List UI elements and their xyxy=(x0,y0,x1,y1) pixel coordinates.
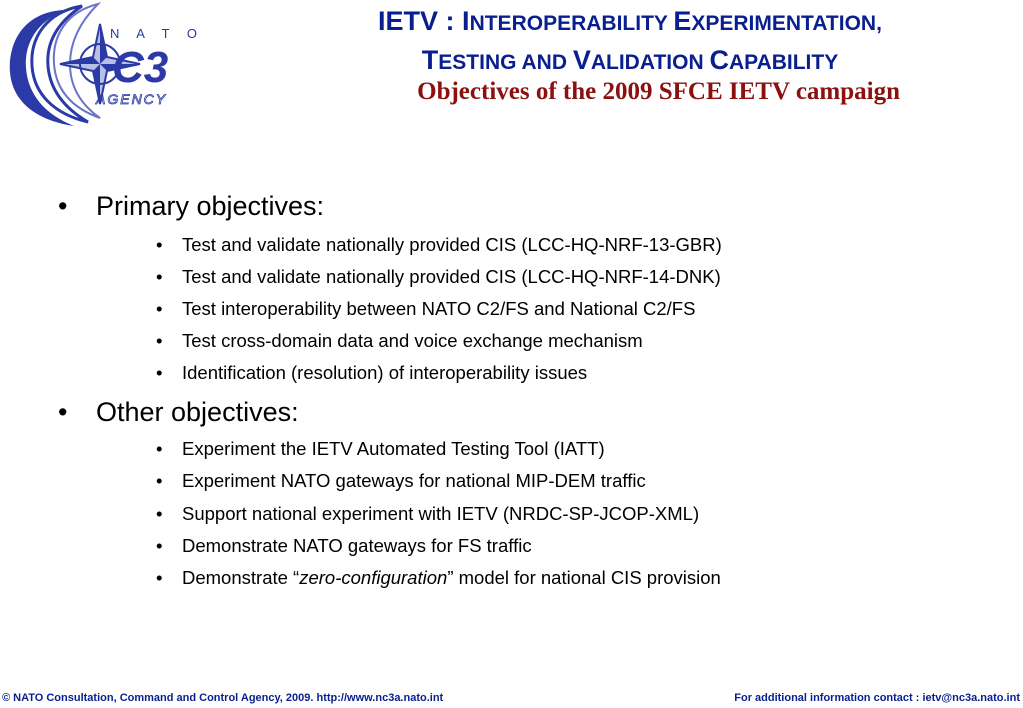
bullet: • xyxy=(156,567,163,588)
list-item xyxy=(156,566,721,590)
bullet: • xyxy=(58,397,68,427)
footer-copyright: © NATO Consultation, Command and Control Agency, 2009. http://www.nc3a.nato.int xyxy=(2,692,444,704)
bullet: • xyxy=(156,362,163,383)
list-item xyxy=(156,469,646,493)
title-part: XPERIMENTATION, xyxy=(691,12,882,35)
list-item xyxy=(156,437,605,461)
bullet: • xyxy=(156,438,163,459)
heading-text: Primary objectives: xyxy=(96,191,325,221)
title-part: ALIDATION xyxy=(590,51,710,74)
list-item-text: Test and validate nationally provided CIS (LCC-HQ-NRF-13-GBR) xyxy=(182,234,722,255)
heading-text: Other objectives: xyxy=(96,397,299,427)
title-part: C xyxy=(709,45,729,75)
title-part: T xyxy=(421,45,439,75)
list-item-text: Demonstrate NATO gateways for FS traffic xyxy=(182,535,532,556)
nato-c3-agency-logo xyxy=(4,2,204,128)
list-item-text: Support national experiment with IETV (NRDC-SP-JCOP-XML) xyxy=(182,503,700,524)
page-subtitle: Objectives of the 2009 SFCE IETV campaign xyxy=(417,78,900,105)
page-title xyxy=(290,4,970,82)
list-item xyxy=(156,329,643,353)
title-part: ESTING AND xyxy=(438,51,573,74)
title-part: IETV : I xyxy=(378,6,470,36)
logo-c3-text: C3 xyxy=(112,43,169,92)
title-part: V xyxy=(572,45,591,75)
bullet: • xyxy=(156,503,163,524)
bullet: • xyxy=(156,234,163,255)
footer-contact: For additional information contact : ietv@nc3a.nato.int xyxy=(734,692,1020,704)
bullet: • xyxy=(58,191,68,221)
list-item xyxy=(156,233,722,257)
other-objectives-heading xyxy=(58,396,299,428)
bullet: • xyxy=(156,470,163,491)
title-line-1 xyxy=(290,4,970,43)
list-item-text: Test interoperability between NATO C2/FS and National C2/FS xyxy=(182,298,696,319)
list-item-text: Test cross-domain data and voice exchange mechanism xyxy=(182,330,643,351)
title-line-2 xyxy=(290,43,970,82)
bullet: • xyxy=(156,298,163,319)
list-item-text: Demonstrate “ xyxy=(182,567,300,588)
title-part: E xyxy=(673,6,692,36)
list-item xyxy=(156,265,721,289)
list-item-text: Test and validate nationally provided CIS (LCC-HQ-NRF-14-DNK) xyxy=(182,266,721,287)
title-part: NTEROPERABILITY xyxy=(469,12,674,35)
title-part: APABILITY xyxy=(728,51,839,74)
emphasis-text: zero-configuration xyxy=(299,567,448,588)
list-item-text: ” model for national CIS provision xyxy=(447,567,721,588)
bullet: • xyxy=(156,535,163,556)
logo-bottom-text: AGENCY xyxy=(96,91,168,107)
list-item xyxy=(156,297,695,321)
bullet: • xyxy=(156,330,163,351)
list-item xyxy=(156,534,532,558)
list-item xyxy=(156,361,587,385)
primary-objectives-heading xyxy=(58,190,324,222)
bullet: • xyxy=(156,266,163,287)
list-item xyxy=(156,502,699,526)
list-item-text: Identification (resolution) of interoperability issues xyxy=(182,362,588,383)
list-item-text: Experiment NATO gateways for national MIP-DEM traffic xyxy=(182,470,646,491)
logo-top-text: N A T O xyxy=(110,26,204,41)
list-item-text: Experiment the IETV Automated Testing Tool (IATT) xyxy=(182,438,605,459)
